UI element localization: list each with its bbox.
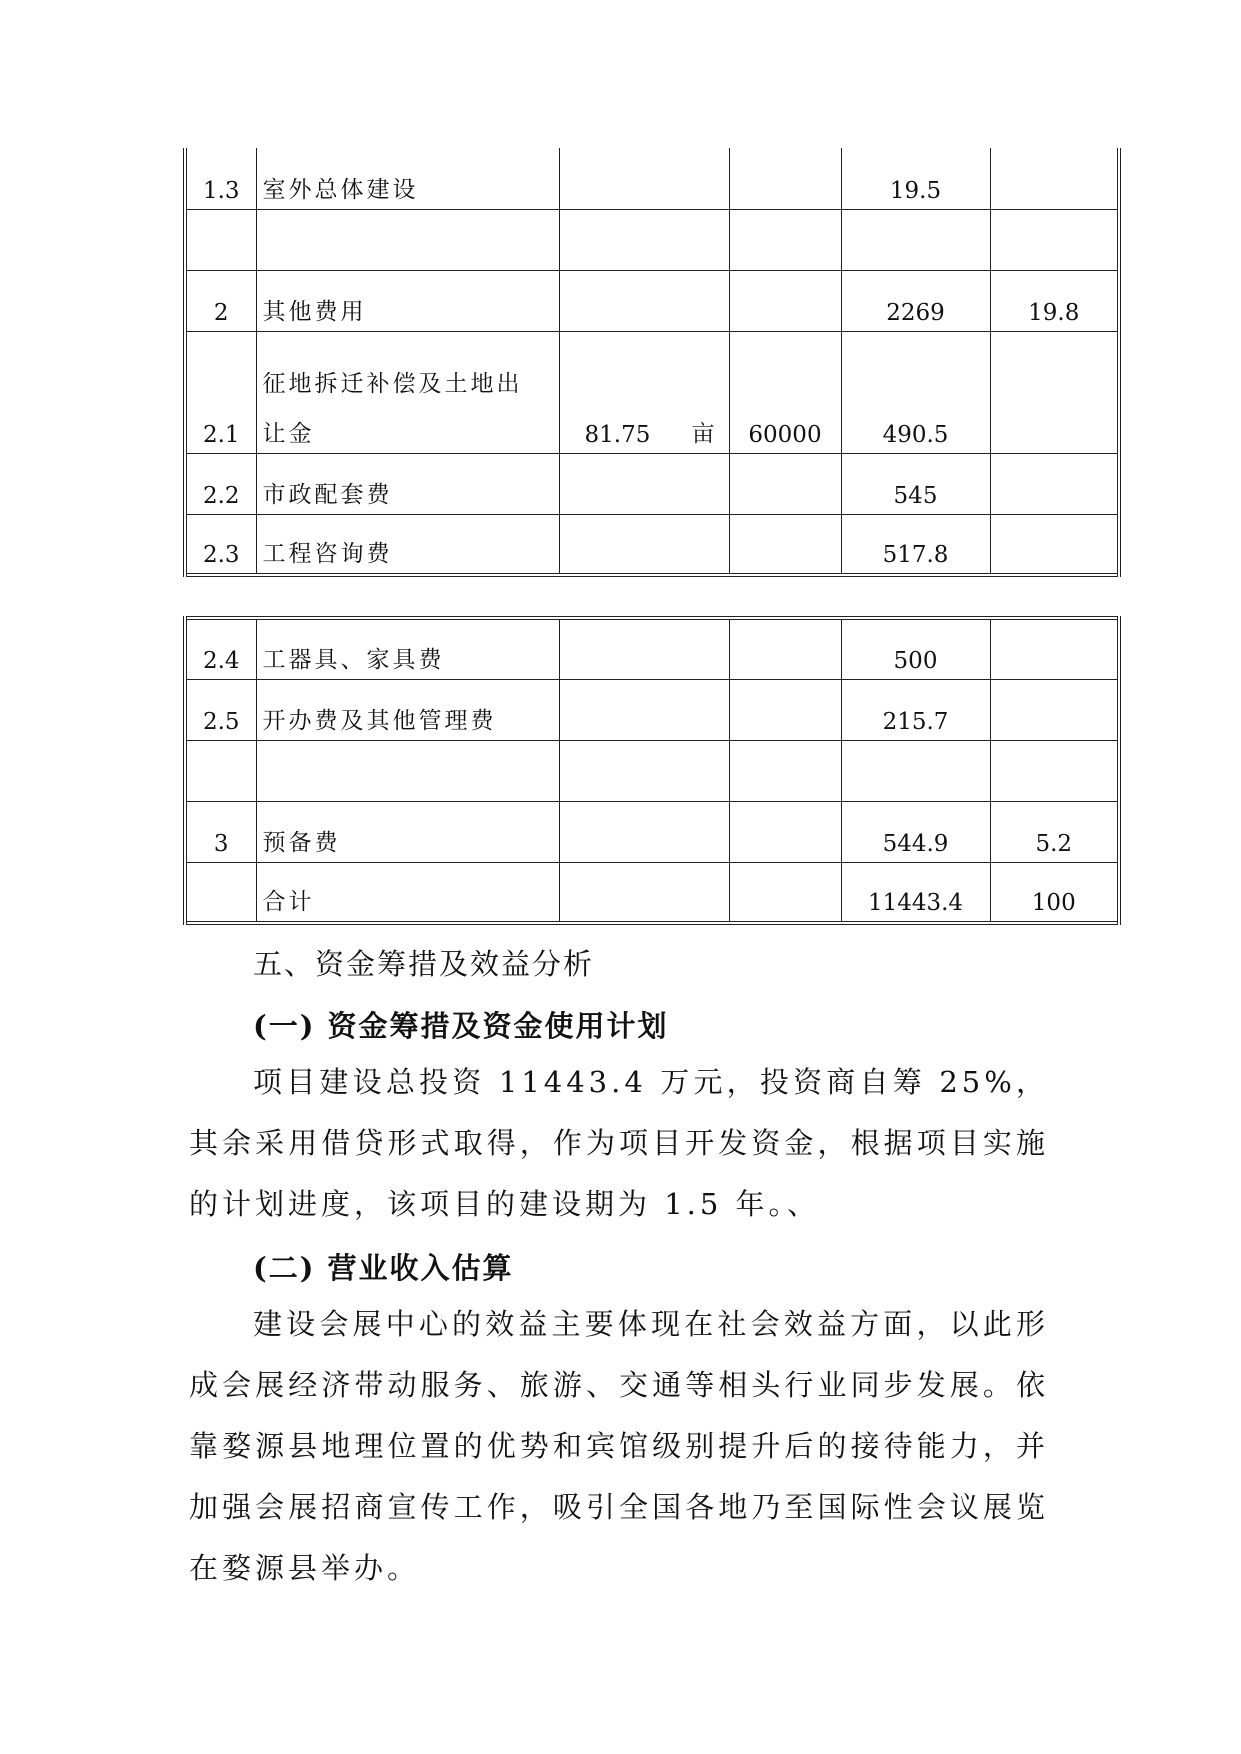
row-amount: 500: [841, 618, 990, 679]
row-qty: [559, 514, 729, 575]
table-row: [185, 618, 1119, 679]
row-qty: [559, 453, 729, 514]
row-qty: [559, 148, 729, 209]
row-name: [256, 740, 559, 801]
row-name: 室外总体建设: [256, 148, 559, 209]
row-price: [729, 679, 841, 740]
row-amount: 11443.4: [841, 862, 990, 923]
row-no: 2.5: [185, 679, 256, 740]
row-price: [729, 514, 841, 575]
row-amount: [841, 209, 990, 270]
row-qty: [559, 270, 729, 331]
row-price: [729, 270, 841, 331]
row-price: [729, 453, 841, 514]
table-row: [185, 801, 1119, 862]
row-amount: 215.7: [841, 679, 990, 740]
qty-value: 81.75: [584, 421, 651, 448]
row-no: 2.3: [185, 514, 256, 575]
table-row: [185, 331, 1119, 453]
table-row-total: [185, 862, 1119, 923]
table-row: [185, 679, 1119, 740]
row-qty: [559, 801, 729, 862]
row-no: 2: [185, 270, 256, 331]
row-ratio: [990, 209, 1119, 270]
row-no: 2.1: [185, 331, 256, 453]
row-name: [256, 331, 559, 453]
cost-table-part1: [183, 148, 1121, 577]
row-no: [185, 209, 256, 270]
row-qty: [559, 679, 729, 740]
row-no: 2.4: [185, 618, 256, 679]
row-qty: [559, 209, 729, 270]
row-no: 1.3: [185, 148, 256, 209]
table-row: [185, 270, 1119, 331]
row-no: 3: [185, 801, 256, 862]
row-amount: 545: [841, 453, 990, 514]
section-title: 五、资金筹措及效益分析: [253, 947, 595, 981]
row-no: [185, 740, 256, 801]
row-price: [729, 740, 841, 801]
row-name: 其他费用: [256, 270, 559, 331]
table-row: [185, 453, 1119, 514]
row-ratio: [990, 618, 1119, 679]
subsection-title-funding: (一) 资金筹措及资金使用计划: [253, 1009, 669, 1043]
row-name: 工器具、家具费: [256, 618, 559, 679]
table-row: [185, 740, 1119, 801]
row-ratio: [990, 331, 1119, 453]
row-price: [729, 148, 841, 209]
row-amount: 2269: [841, 270, 990, 331]
row-qty: [559, 740, 729, 801]
table-row: [185, 514, 1119, 575]
row-ratio: [990, 679, 1119, 740]
row-price: [729, 209, 841, 270]
table-row: [185, 148, 1119, 209]
row-name: 工程咨询费: [256, 514, 559, 575]
row-ratio: 19.8: [990, 270, 1119, 331]
row-ratio: [990, 453, 1119, 514]
row-amount: [841, 740, 990, 801]
row-price: 60000: [729, 331, 841, 453]
funding-text: 项目建设总投资 11443.4 万元，投资商自筹 25%，其余采用借贷形式取得，作为项目开发资金，根据项目实施的计划进度，该项目的建设期为 1.5 年。、: [189, 1065, 1049, 1221]
row-ratio: 5.2: [990, 801, 1119, 862]
row-price: [729, 618, 841, 679]
row-qty: [559, 618, 729, 679]
row-name-line1: 征地拆迁补偿及土地出: [262, 370, 523, 397]
row-ratio: [990, 148, 1119, 209]
subsection-title-revenue: (二) 营业收入估算: [253, 1251, 514, 1285]
cost-table-part2: [183, 616, 1121, 925]
row-amount: 517.8: [841, 514, 990, 575]
row-name: 市政配套费: [256, 453, 559, 514]
row-ratio: [990, 514, 1119, 575]
table-row: [185, 209, 1119, 270]
row-amount: 490.5: [841, 331, 990, 453]
row-amount: 544.9: [841, 801, 990, 862]
row-no: 2.2: [185, 453, 256, 514]
row-ratio: [990, 740, 1119, 801]
row-amount: 19.5: [841, 148, 990, 209]
row-name: 开办费及其他管理费: [256, 679, 559, 740]
qty-unit: 亩: [691, 420, 715, 447]
row-ratio: 100: [990, 862, 1119, 923]
row-no: [185, 862, 256, 923]
funding-paragraph: [189, 1052, 1049, 1235]
row-name: 预备费: [256, 801, 559, 862]
row-qty: [559, 331, 729, 453]
row-name: 合计: [256, 862, 559, 923]
row-name: [256, 209, 559, 270]
row-name-line2: 让金: [262, 420, 315, 447]
row-qty: [559, 862, 729, 923]
revenue-text: 建设会展中心的效益主要体现在社会效益方面，以此形成会展经济带动服务、旅游、交通等相头行业同步发展。依靠婺源县地理位置的优势和宾馆级别提升后的接待能力，并加强会展招商宣传工作，吸引全国各地乃至国际性会议展览在婺源县举办。: [189, 1307, 1049, 1585]
revenue-paragraph: [189, 1294, 1049, 1599]
row-price: [729, 801, 841, 862]
row-price: [729, 862, 841, 923]
